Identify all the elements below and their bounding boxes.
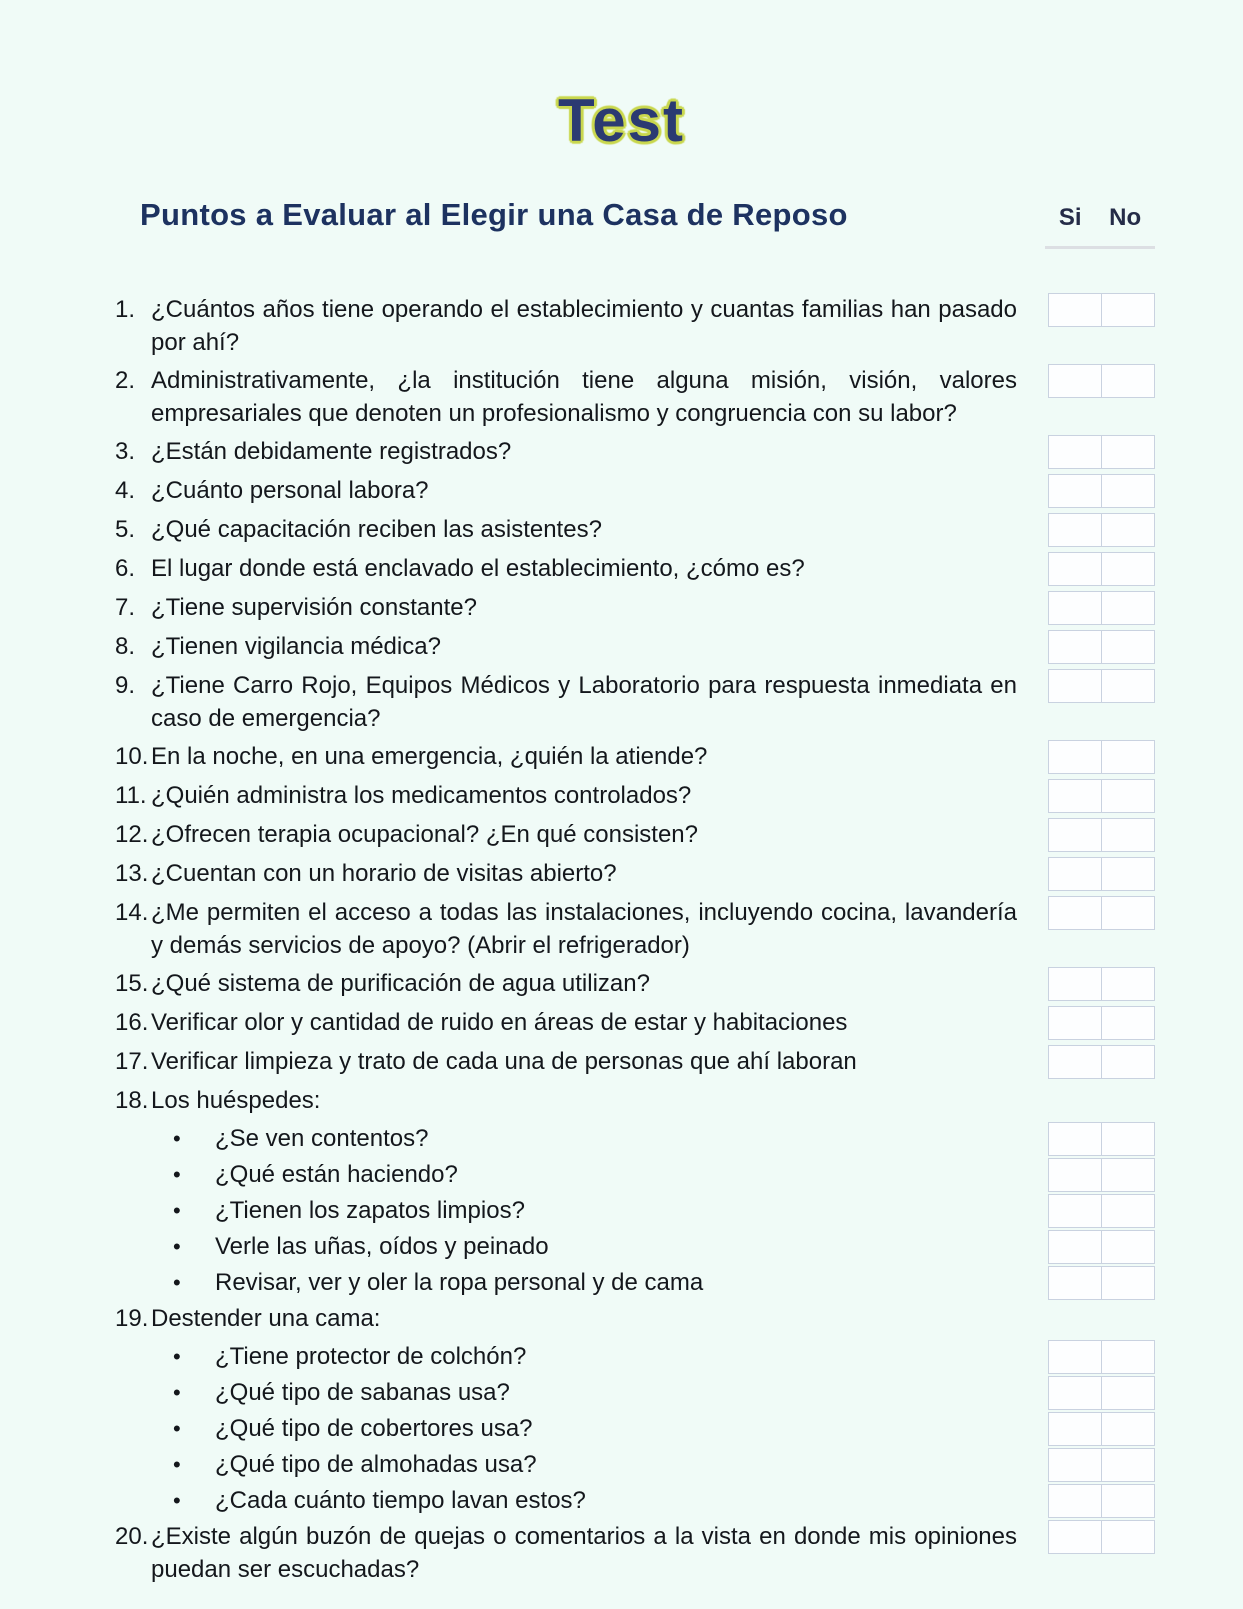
question-number: 17. — [115, 1048, 149, 1075]
no-checkbox[interactable] — [1101, 1520, 1155, 1554]
question-number: 1. — [115, 296, 136, 323]
si-checkbox[interactable] — [1048, 669, 1102, 703]
answer-box-column — [1048, 435, 1155, 469]
si-checkbox[interactable] — [1048, 1158, 1102, 1192]
si-no-checkbox-pair — [1048, 513, 1155, 547]
no-checkbox[interactable] — [1101, 1230, 1155, 1264]
question-label: ¿Qué capacitación reciben las asistentes? — [151, 516, 602, 543]
question-text — [115, 474, 1017, 507]
checklist-bullet-row — [115, 1412, 1155, 1446]
si-no-checkbox-pair — [1048, 435, 1155, 469]
no-checkbox[interactable] — [1101, 474, 1155, 508]
checklist-bullet-row — [115, 1448, 1155, 1482]
checklist-question-row — [115, 740, 1155, 774]
no-checkbox[interactable] — [1101, 857, 1155, 891]
question-label: ¿Cuánto personal labora? — [151, 477, 429, 504]
si-checkbox[interactable] — [1048, 1376, 1102, 1410]
si-checkbox[interactable] — [1048, 1045, 1102, 1079]
question-text — [115, 896, 1017, 962]
si-checkbox[interactable] — [1048, 740, 1102, 774]
answer-box-column — [1048, 1230, 1155, 1264]
question-text — [115, 552, 1017, 585]
si-no-checkbox-pair — [1048, 364, 1155, 398]
question-text — [115, 1230, 1017, 1263]
si-checkbox[interactable] — [1048, 1230, 1102, 1264]
no-checkbox[interactable] — [1101, 364, 1155, 398]
si-no-checkbox-pair — [1048, 1158, 1155, 1192]
answer-box-column — [1048, 364, 1155, 398]
answer-box-column — [1048, 967, 1155, 1001]
question-text — [115, 1084, 1017, 1117]
si-checkbox[interactable] — [1048, 435, 1102, 469]
answer-box-column — [1048, 1194, 1155, 1228]
question-label: Los huéspedes: — [151, 1087, 321, 1114]
document-title: Test — [558, 87, 685, 154]
question-number: 8. — [115, 633, 136, 660]
checklist-question-row — [115, 1084, 1155, 1117]
si-no-checkbox-pair — [1048, 740, 1155, 774]
si-checkbox[interactable] — [1048, 474, 1102, 508]
checklist-question-row — [115, 513, 1155, 547]
question-text — [115, 1302, 1017, 1335]
question-text — [115, 1006, 1017, 1039]
bullet-text: ¿Qué están haciendo? — [215, 1161, 458, 1188]
answer-box-column — [1048, 293, 1155, 327]
si-no-checkbox-pair — [1048, 1006, 1155, 1040]
si-no-checkbox-pair — [1048, 967, 1155, 1001]
si-checkbox[interactable] — [1048, 552, 1102, 586]
answer-box-column — [1048, 513, 1155, 547]
bullet-text: ¿Se ven contentos? — [215, 1125, 429, 1152]
answer-box-column — [1048, 669, 1155, 703]
si-no-checkbox-pair — [1048, 1230, 1155, 1264]
question-label: ¿Existe algún buzón de quejas o comentarios a la vista en donde mis opiniones puedan ser escuchadas? — [151, 1523, 1017, 1583]
si-checkbox[interactable] — [1048, 1006, 1102, 1040]
question-number: 14. — [115, 899, 149, 926]
question-number: 11. — [115, 782, 147, 809]
question-text — [115, 364, 1017, 430]
question-label: El lugar donde está enclavado el establecimiento, ¿cómo es? — [151, 555, 805, 582]
question-number: 3. — [115, 438, 136, 465]
question-label: ¿Tienen vigilancia médica? — [151, 633, 441, 660]
si-no-checkbox-pair — [1048, 1194, 1155, 1228]
bullet-icon: • — [173, 1380, 181, 1405]
question-number: 18. — [115, 1087, 149, 1114]
bullet-icon: • — [173, 1162, 181, 1187]
checklist-question-row — [115, 818, 1155, 852]
question-text — [115, 740, 1017, 773]
question-text — [115, 669, 1017, 735]
si-no-checkbox-pair — [1048, 1484, 1155, 1518]
bullet-text: ¿Cada cuánto tiempo lavan estos? — [215, 1487, 586, 1514]
bullet-icon: • — [173, 1416, 181, 1441]
bullet-text: Verle las uñas, oídos y peinado — [215, 1233, 549, 1260]
si-no-checkbox-pair — [1048, 1520, 1155, 1554]
question-number: 15. — [115, 970, 149, 997]
si-no-checkbox-pair — [1048, 293, 1155, 327]
checklist-question-row — [115, 630, 1155, 664]
question-number: 20. — [115, 1523, 149, 1550]
si-no-checkbox-pair — [1048, 896, 1155, 930]
question-label: Verificar olor y cantidad de ruido en áreas de estar y habitaciones — [151, 1009, 848, 1036]
bullet-icon: • — [173, 1234, 181, 1259]
question-label: ¿Qué sistema de purificación de agua utilizan? — [151, 970, 650, 997]
question-number: 6. — [115, 555, 136, 582]
bullet-text: ¿Qué tipo de sabanas usa? — [215, 1379, 510, 1406]
question-text — [115, 779, 1017, 812]
question-label: Destender una cama: — [151, 1305, 381, 1332]
no-checkbox[interactable] — [1101, 1122, 1155, 1156]
checklist-bullet-row — [115, 1266, 1155, 1300]
no-checkbox[interactable] — [1101, 1448, 1155, 1482]
bullet-icon: • — [173, 1452, 181, 1477]
no-checkbox[interactable] — [1101, 967, 1155, 1001]
si-no-checkbox-pair — [1048, 1376, 1155, 1410]
bullet-icon: • — [173, 1488, 181, 1513]
checklist-question-row — [115, 896, 1155, 962]
checklist-bullet-row — [115, 1340, 1155, 1374]
answer-box-column — [1048, 857, 1155, 891]
answer-box-column — [1048, 740, 1155, 774]
question-text — [115, 591, 1017, 624]
bullet-text: ¿Tiene protector de colchón? — [215, 1343, 527, 1370]
checklist-bullet-row — [115, 1484, 1155, 1518]
checklist-question-row — [115, 967, 1155, 1001]
checklist-question-row — [115, 669, 1155, 735]
checklist-bullet-row — [115, 1376, 1155, 1410]
answer-box-column — [1048, 1340, 1155, 1374]
no-checkbox[interactable] — [1101, 293, 1155, 327]
answer-box-column — [1048, 1266, 1155, 1300]
checklist-bullet-row — [115, 1230, 1155, 1264]
question-text — [115, 857, 1017, 890]
si-checkbox[interactable] — [1048, 1412, 1102, 1446]
question-number: 9. — [115, 672, 136, 699]
bullet-text: ¿Qué tipo de cobertores usa? — [215, 1415, 533, 1442]
bullet-icon: • — [173, 1126, 181, 1151]
question-label: ¿Tiene supervisión constante? — [151, 594, 477, 621]
question-text — [115, 1448, 1017, 1481]
question-label: ¿Tiene Carro Rojo, Equipos Médicos y Laboratorio para respuesta inmediata en caso de emergencia? — [151, 672, 1017, 732]
question-label: Administrativamente, ¿la institución tiene alguna misión, visión, valores empresariales que denoten un profesionalismo y congruencia con su labor? — [151, 367, 1017, 427]
si-checkbox[interactable] — [1048, 818, 1102, 852]
checklist-question-row — [115, 857, 1155, 891]
question-text — [115, 1484, 1017, 1517]
si-checkbox[interactable] — [1048, 967, 1102, 1001]
questions-list — [115, 293, 1155, 1586]
si-no-checkbox-pair — [1048, 474, 1155, 508]
section-header — [140, 197, 1155, 249]
si-checkbox[interactable] — [1048, 1520, 1102, 1554]
checklist-bullet-row — [115, 1122, 1155, 1156]
no-checkbox[interactable] — [1101, 1158, 1155, 1192]
si-checkbox[interactable] — [1048, 630, 1102, 664]
question-text — [115, 293, 1017, 359]
si-checkbox[interactable] — [1048, 513, 1102, 547]
checklist-question-row — [115, 474, 1155, 508]
bullet-text: Revisar, ver y oler la ropa personal y de cama — [215, 1269, 704, 1296]
no-checkbox[interactable] — [1101, 513, 1155, 547]
answer-box-column — [1048, 591, 1155, 625]
question-number: 19. — [115, 1305, 149, 1332]
no-checkbox[interactable] — [1101, 630, 1155, 664]
no-checkbox[interactable] — [1101, 1484, 1155, 1518]
answer-box-column — [1048, 896, 1155, 930]
question-text — [115, 1376, 1017, 1409]
question-number: 5. — [115, 516, 136, 543]
bullet-text: ¿Tienen los zapatos limpios? — [215, 1197, 525, 1224]
question-text — [115, 1122, 1017, 1155]
no-checkbox[interactable] — [1101, 1376, 1155, 1410]
question-number: 10. — [115, 743, 149, 770]
question-number: 4. — [115, 477, 136, 504]
answer-column-headers — [1045, 204, 1155, 249]
checklist-question-row — [115, 1045, 1155, 1079]
answer-box-column — [1048, 1122, 1155, 1156]
no-checkbox[interactable] — [1101, 1194, 1155, 1228]
answer-box-column — [1048, 474, 1155, 508]
checklist-question-row — [115, 1520, 1155, 1586]
question-label: En la noche, en una emergencia, ¿quién la atiende? — [151, 743, 708, 770]
yes-column-label: Si — [1058, 204, 1082, 231]
question-label: Verificar limpieza y trato de cada una de personas que ahí laboran — [151, 1048, 857, 1075]
question-text — [115, 1158, 1017, 1191]
no-checkbox[interactable] — [1101, 1045, 1155, 1079]
question-number: 16. — [115, 1009, 149, 1036]
si-no-checkbox-pair — [1048, 669, 1155, 703]
question-number: 12. — [115, 821, 149, 848]
question-text — [115, 1194, 1017, 1227]
no-checkbox[interactable] — [1101, 779, 1155, 813]
si-no-checkbox-pair — [1048, 818, 1155, 852]
question-label: ¿Cuántos años tiene operando el establecimiento y cuantas familias han pasado por ahí? — [151, 296, 1017, 356]
no-checkbox[interactable] — [1101, 435, 1155, 469]
answer-box-column — [1048, 1006, 1155, 1040]
si-no-checkbox-pair — [1048, 779, 1155, 813]
si-no-checkbox-pair — [1048, 1045, 1155, 1079]
no-checkbox[interactable] — [1101, 552, 1155, 586]
si-no-checkbox-pair — [1048, 1448, 1155, 1482]
question-label: ¿Están debidamente registrados? — [151, 438, 512, 465]
answer-box-column — [1048, 818, 1155, 852]
si-checkbox[interactable] — [1048, 896, 1102, 930]
si-checkbox[interactable] — [1048, 1340, 1102, 1374]
si-no-checkbox-pair — [1048, 591, 1155, 625]
question-number: 2. — [115, 367, 136, 394]
answer-box-column — [1048, 1520, 1155, 1554]
bullet-icon: • — [173, 1198, 181, 1223]
checklist-question-row — [115, 552, 1155, 586]
si-checkbox[interactable] — [1048, 293, 1102, 327]
no-checkbox[interactable] — [1101, 896, 1155, 930]
question-text — [115, 1412, 1017, 1445]
bullet-icon: • — [173, 1344, 181, 1369]
no-checkbox[interactable] — [1101, 740, 1155, 774]
question-text — [115, 967, 1017, 1000]
answer-box-column — [1048, 1484, 1155, 1518]
si-checkbox[interactable] — [1048, 1448, 1102, 1482]
si-checkbox[interactable] — [1048, 779, 1102, 813]
no-checkbox[interactable] — [1101, 1006, 1155, 1040]
checklist-question-row — [115, 591, 1155, 625]
question-label: ¿Quién administra los medicamentos controlados? — [151, 782, 692, 809]
question-label: ¿Cuentan con un horario de visitas abierto? — [151, 860, 617, 887]
answer-box-column — [1048, 630, 1155, 664]
checklist-question-row — [115, 364, 1155, 430]
question-text — [115, 1266, 1017, 1299]
answer-box-column — [1048, 1158, 1155, 1192]
si-checkbox[interactable] — [1048, 857, 1102, 891]
si-checkbox[interactable] — [1048, 364, 1102, 398]
question-text — [115, 435, 1017, 468]
no-checkbox[interactable] — [1101, 1340, 1155, 1374]
section-heading: Puntos a Evaluar al Elegir una Casa de Reposo — [140, 197, 848, 232]
question-text — [115, 513, 1017, 546]
bullet-icon: • — [173, 1270, 181, 1295]
question-text — [115, 630, 1017, 663]
checklist-bullet-row — [115, 1194, 1155, 1228]
si-checkbox[interactable] — [1048, 1484, 1102, 1518]
question-text — [115, 1045, 1017, 1078]
si-checkbox[interactable] — [1048, 1266, 1102, 1300]
si-no-checkbox-pair — [1048, 1266, 1155, 1300]
question-label: ¿Me permiten el acceso a todas las instalaciones, incluyendo cocina, lavandería y demás servicios de apoyo? (Abrir el refrigerador) — [151, 899, 1017, 959]
question-text — [115, 1340, 1017, 1373]
checklist-question-row — [115, 779, 1155, 813]
question-text — [115, 1520, 1017, 1586]
checklist-question-row — [115, 1006, 1155, 1040]
no-checkbox[interactable] — [1101, 818, 1155, 852]
si-no-checkbox-pair — [1048, 630, 1155, 664]
answer-box-column — [1048, 1376, 1155, 1410]
answer-box-column — [1048, 552, 1155, 586]
checklist-question-row — [115, 435, 1155, 469]
answer-box-column — [1048, 1045, 1155, 1079]
si-checkbox[interactable] — [1048, 591, 1102, 625]
answer-box-column — [1048, 779, 1155, 813]
question-text — [115, 818, 1017, 851]
no-checkbox[interactable] — [1101, 1412, 1155, 1446]
bullet-text: ¿Qué tipo de almohadas usa? — [215, 1451, 537, 1478]
checklist-question-row — [115, 293, 1155, 359]
si-no-checkbox-pair — [1048, 1340, 1155, 1374]
question-number: 13. — [115, 860, 149, 887]
si-checkbox[interactable] — [1048, 1194, 1102, 1228]
question-number: 7. — [115, 594, 136, 621]
no-checkbox[interactable] — [1101, 669, 1155, 703]
si-no-checkbox-pair — [1048, 552, 1155, 586]
si-checkbox[interactable] — [1048, 1122, 1102, 1156]
answer-box-column — [1048, 1412, 1155, 1446]
si-no-checkbox-pair — [1048, 1412, 1155, 1446]
question-label: ¿Ofrecen terapia ocupacional? ¿En qué consisten? — [151, 821, 698, 848]
checklist-bullet-row — [115, 1158, 1155, 1192]
si-no-checkbox-pair — [1048, 857, 1155, 891]
si-no-checkbox-pair — [1048, 1122, 1155, 1156]
checklist-question-row — [115, 1302, 1155, 1335]
no-column-label: No — [1109, 204, 1142, 231]
no-checkbox[interactable] — [1101, 1266, 1155, 1300]
no-checkbox[interactable] — [1101, 591, 1155, 625]
answer-box-column — [1048, 1448, 1155, 1482]
